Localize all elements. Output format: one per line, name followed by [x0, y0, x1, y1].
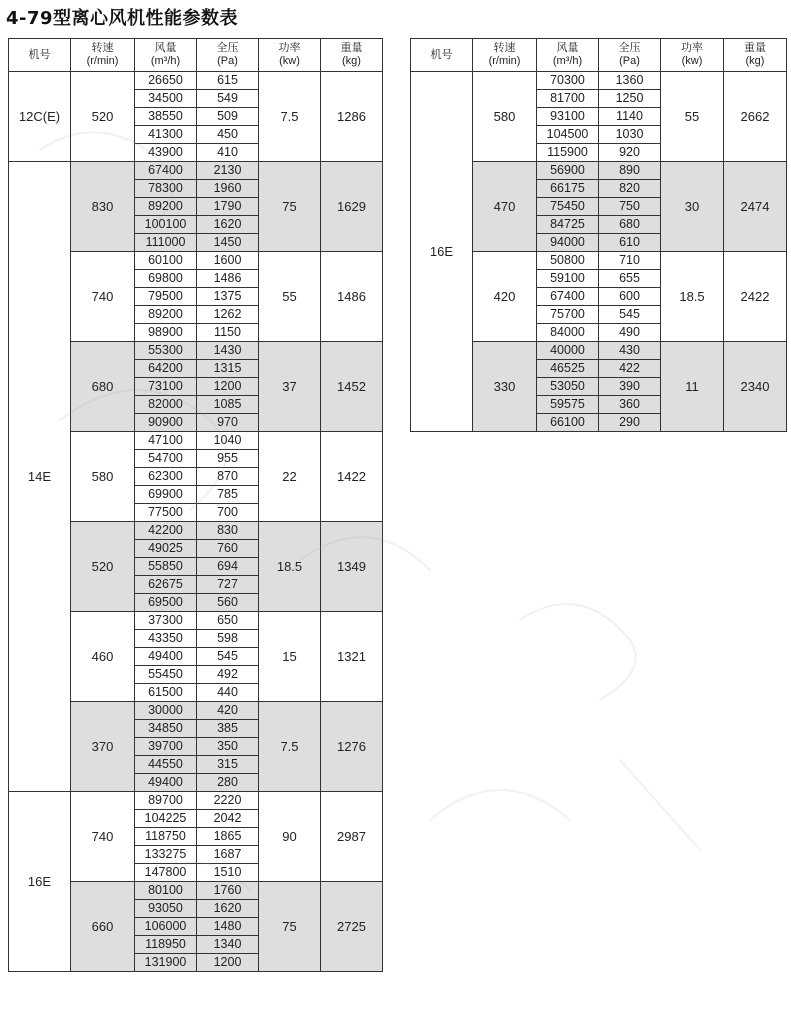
- airflow-cell: 70300: [537, 72, 599, 90]
- power-cell: 75: [259, 882, 321, 972]
- header-model: 机号: [9, 39, 71, 72]
- power-cell: 30: [661, 162, 724, 252]
- model-cell: 14E: [9, 162, 71, 792]
- airflow-cell: 66175: [537, 180, 599, 198]
- airflow-cell: 75700: [537, 306, 599, 324]
- airflow-cell: 69800: [135, 270, 197, 288]
- airflow-cell: 56900: [537, 162, 599, 180]
- airflow-cell: 49025: [135, 540, 197, 558]
- airflow-cell: 62300: [135, 468, 197, 486]
- pressure-cell: 598: [197, 630, 259, 648]
- pressure-cell: 760: [197, 540, 259, 558]
- table-row: [9, 72, 383, 90]
- airflow-cell: 79500: [135, 288, 197, 306]
- pressure-cell: 430: [599, 342, 661, 360]
- airflow-cell: 89200: [135, 198, 197, 216]
- pressure-cell: 492: [197, 666, 259, 684]
- speed-cell: 520: [71, 522, 135, 612]
- pressure-cell: 2130: [197, 162, 259, 180]
- speed-cell: 740: [71, 252, 135, 342]
- airflow-cell: 84725: [537, 216, 599, 234]
- page-title: 4-79型离心风机性能参数表: [6, 8, 239, 29]
- pressure-cell: 610: [599, 234, 661, 252]
- pressure-cell: 1486: [197, 270, 259, 288]
- pressure-cell: 750: [599, 198, 661, 216]
- airflow-cell: 118950: [135, 936, 197, 954]
- airflow-cell: 49400: [135, 648, 197, 666]
- pressure-cell: 350: [197, 738, 259, 756]
- table-row: [9, 792, 383, 810]
- airflow-cell: 94000: [537, 234, 599, 252]
- header-power: 功率 (kw): [661, 39, 724, 72]
- pressure-cell: 545: [599, 306, 661, 324]
- speed-cell: 660: [71, 882, 135, 972]
- speed-cell: 830: [71, 162, 135, 252]
- model-cell: 12C(E): [9, 72, 71, 162]
- header-pressure: 全压 (Pa): [197, 39, 259, 72]
- power-cell: 18.5: [661, 252, 724, 342]
- pressure-cell: 970: [197, 414, 259, 432]
- weight-cell: 1422: [321, 432, 383, 522]
- speed-cell: 460: [71, 612, 135, 702]
- pressure-cell: 290: [599, 414, 661, 432]
- pressure-cell: 1960: [197, 180, 259, 198]
- airflow-cell: 26650: [135, 72, 197, 90]
- pressure-cell: 1030: [599, 126, 661, 144]
- pressure-cell: 694: [197, 558, 259, 576]
- pressure-cell: 1790: [197, 198, 259, 216]
- airflow-cell: 106000: [135, 918, 197, 936]
- weight-cell: 1321: [321, 612, 383, 702]
- airflow-cell: 73100: [135, 378, 197, 396]
- airflow-cell: 93050: [135, 900, 197, 918]
- airflow-cell: 77500: [135, 504, 197, 522]
- model-cell: 16E: [9, 792, 71, 972]
- pressure-cell: 420: [197, 702, 259, 720]
- pressure-cell: 1085: [197, 396, 259, 414]
- airflow-cell: 59100: [537, 270, 599, 288]
- pressure-cell: 410: [197, 144, 259, 162]
- power-cell: 18.5: [259, 522, 321, 612]
- airflow-cell: 41300: [135, 126, 197, 144]
- pressure-cell: 700: [197, 504, 259, 522]
- airflow-cell: 69900: [135, 486, 197, 504]
- power-cell: 7.5: [259, 72, 321, 162]
- airflow-cell: 42200: [135, 522, 197, 540]
- header-row: [411, 39, 787, 72]
- pressure-cell: 545: [197, 648, 259, 666]
- header-pressure: 全压 (Pa): [599, 39, 661, 72]
- pressure-cell: 1360: [599, 72, 661, 90]
- airflow-cell: 67400: [135, 162, 197, 180]
- pressure-cell: 680: [599, 216, 661, 234]
- airflow-cell: 46525: [537, 360, 599, 378]
- weight-cell: 2422: [724, 252, 787, 342]
- airflow-cell: 93100: [537, 108, 599, 126]
- airflow-cell: 34500: [135, 90, 197, 108]
- pressure-cell: 1200: [197, 954, 259, 972]
- airflow-cell: 49400: [135, 774, 197, 792]
- pressure-cell: 490: [599, 324, 661, 342]
- airflow-cell: 89200: [135, 306, 197, 324]
- pressure-cell: 920: [599, 144, 661, 162]
- pressure-cell: 422: [599, 360, 661, 378]
- airflow-cell: 34850: [135, 720, 197, 738]
- power-cell: 15: [259, 612, 321, 702]
- pressure-cell: 390: [599, 378, 661, 396]
- airflow-cell: 82000: [135, 396, 197, 414]
- weight-cell: 1486: [321, 252, 383, 342]
- airflow-cell: 89700: [135, 792, 197, 810]
- pressure-cell: 600: [599, 288, 661, 306]
- airflow-cell: 131900: [135, 954, 197, 972]
- table-row: [411, 72, 787, 90]
- airflow-cell: 81700: [537, 90, 599, 108]
- weight-cell: 1349: [321, 522, 383, 612]
- airflow-cell: 147800: [135, 864, 197, 882]
- airflow-cell: 55450: [135, 666, 197, 684]
- pressure-cell: 727: [197, 576, 259, 594]
- pressure-cell: 1340: [197, 936, 259, 954]
- airflow-cell: 62675: [135, 576, 197, 594]
- airflow-cell: 80100: [135, 882, 197, 900]
- airflow-cell: 30000: [135, 702, 197, 720]
- weight-cell: 2340: [724, 342, 787, 432]
- weight-cell: 2474: [724, 162, 787, 252]
- airflow-cell: 133275: [135, 846, 197, 864]
- airflow-cell: 53050: [537, 378, 599, 396]
- power-cell: 22: [259, 432, 321, 522]
- airflow-cell: 67400: [537, 288, 599, 306]
- airflow-cell: 84000: [537, 324, 599, 342]
- airflow-cell: 98900: [135, 324, 197, 342]
- pressure-cell: 1430: [197, 342, 259, 360]
- header-weight: 重量 (kg): [321, 39, 383, 72]
- weight-cell: 1286: [321, 72, 383, 162]
- power-cell: 11: [661, 342, 724, 432]
- table-row: [9, 162, 383, 180]
- pressure-cell: 615: [197, 72, 259, 90]
- airflow-cell: 64200: [135, 360, 197, 378]
- pressure-cell: 1510: [197, 864, 259, 882]
- pressure-cell: 710: [599, 252, 661, 270]
- pressure-cell: 1480: [197, 918, 259, 936]
- airflow-cell: 38550: [135, 108, 197, 126]
- airflow-cell: 40000: [537, 342, 599, 360]
- pressure-cell: 1375: [197, 288, 259, 306]
- weight-cell: 2662: [724, 72, 787, 162]
- header-speed: 转速 (r/min): [473, 39, 537, 72]
- pressure-cell: 1315: [197, 360, 259, 378]
- header-row: [9, 39, 383, 72]
- speed-cell: 370: [71, 702, 135, 792]
- airflow-cell: 44550: [135, 756, 197, 774]
- pressure-cell: 450: [197, 126, 259, 144]
- pressure-cell: 360: [599, 396, 661, 414]
- pressure-cell: 785: [197, 486, 259, 504]
- header-model: 机号: [411, 39, 473, 72]
- pressure-cell: 2042: [197, 810, 259, 828]
- power-cell: 7.5: [259, 702, 321, 792]
- speed-cell: 470: [473, 162, 537, 252]
- header-speed: 转速 (r/min): [71, 39, 135, 72]
- speed-cell: 520: [71, 72, 135, 162]
- power-cell: 55: [661, 72, 724, 162]
- airflow-cell: 50800: [537, 252, 599, 270]
- header-power: 功率 (kw): [259, 39, 321, 72]
- pressure-cell: 1620: [197, 216, 259, 234]
- airflow-cell: 69500: [135, 594, 197, 612]
- airflow-cell: 43350: [135, 630, 197, 648]
- pressure-cell: 830: [197, 522, 259, 540]
- pressure-cell: 549: [197, 90, 259, 108]
- pressure-cell: 2220: [197, 792, 259, 810]
- pressure-cell: 820: [599, 180, 661, 198]
- airflow-cell: 60100: [135, 252, 197, 270]
- airflow-cell: 90900: [135, 414, 197, 432]
- pressure-cell: 1865: [197, 828, 259, 846]
- airflow-cell: 55300: [135, 342, 197, 360]
- pressure-cell: 1687: [197, 846, 259, 864]
- airflow-cell: 47100: [135, 432, 197, 450]
- header-airflow: 风量 (m³/h): [537, 39, 599, 72]
- power-cell: 37: [259, 342, 321, 432]
- weight-cell: 1276: [321, 702, 383, 792]
- airflow-cell: 61500: [135, 684, 197, 702]
- speed-cell: 420: [473, 252, 537, 342]
- airflow-cell: 100100: [135, 216, 197, 234]
- pressure-cell: 1450: [197, 234, 259, 252]
- performance-table-right: [410, 38, 787, 432]
- pressure-cell: 955: [197, 450, 259, 468]
- airflow-cell: 39700: [135, 738, 197, 756]
- airflow-cell: 43900: [135, 144, 197, 162]
- pressure-cell: 385: [197, 720, 259, 738]
- pressure-cell: 1620: [197, 900, 259, 918]
- airflow-cell: 59575: [537, 396, 599, 414]
- speed-cell: 580: [473, 72, 537, 162]
- airflow-cell: 111000: [135, 234, 197, 252]
- pressure-cell: 560: [197, 594, 259, 612]
- pressure-cell: 509: [197, 108, 259, 126]
- weight-cell: 2987: [321, 792, 383, 882]
- pressure-cell: 890: [599, 162, 661, 180]
- pressure-cell: 1262: [197, 306, 259, 324]
- pressure-cell: 1250: [599, 90, 661, 108]
- header-weight: 重量 (kg): [724, 39, 787, 72]
- performance-table-left: [8, 38, 383, 972]
- airflow-cell: 37300: [135, 612, 197, 630]
- pressure-cell: 655: [599, 270, 661, 288]
- airflow-cell: 66100: [537, 414, 599, 432]
- pressure-cell: 315: [197, 756, 259, 774]
- airflow-cell: 55850: [135, 558, 197, 576]
- speed-cell: 740: [71, 792, 135, 882]
- pressure-cell: 1200: [197, 378, 259, 396]
- pressure-cell: 870: [197, 468, 259, 486]
- pressure-cell: 1150: [197, 324, 259, 342]
- airflow-cell: 104500: [537, 126, 599, 144]
- speed-cell: 680: [71, 342, 135, 432]
- speed-cell: 580: [71, 432, 135, 522]
- pressure-cell: 1760: [197, 882, 259, 900]
- pressure-cell: 1040: [197, 432, 259, 450]
- airflow-cell: 78300: [135, 180, 197, 198]
- weight-cell: 1629: [321, 162, 383, 252]
- airflow-cell: 54700: [135, 450, 197, 468]
- pressure-cell: 280: [197, 774, 259, 792]
- airflow-cell: 75450: [537, 198, 599, 216]
- power-cell: 55: [259, 252, 321, 342]
- airflow-cell: 118750: [135, 828, 197, 846]
- weight-cell: 1452: [321, 342, 383, 432]
- pressure-cell: 1140: [599, 108, 661, 126]
- model-cell: 16E: [411, 72, 473, 432]
- airflow-cell: 104225: [135, 810, 197, 828]
- power-cell: 75: [259, 162, 321, 252]
- pressure-cell: 440: [197, 684, 259, 702]
- weight-cell: 2725: [321, 882, 383, 972]
- header-airflow: 风量 (m³/h): [135, 39, 197, 72]
- pressure-cell: 1600: [197, 252, 259, 270]
- airflow-cell: 115900: [537, 144, 599, 162]
- pressure-cell: 650: [197, 612, 259, 630]
- speed-cell: 330: [473, 342, 537, 432]
- power-cell: 90: [259, 792, 321, 882]
